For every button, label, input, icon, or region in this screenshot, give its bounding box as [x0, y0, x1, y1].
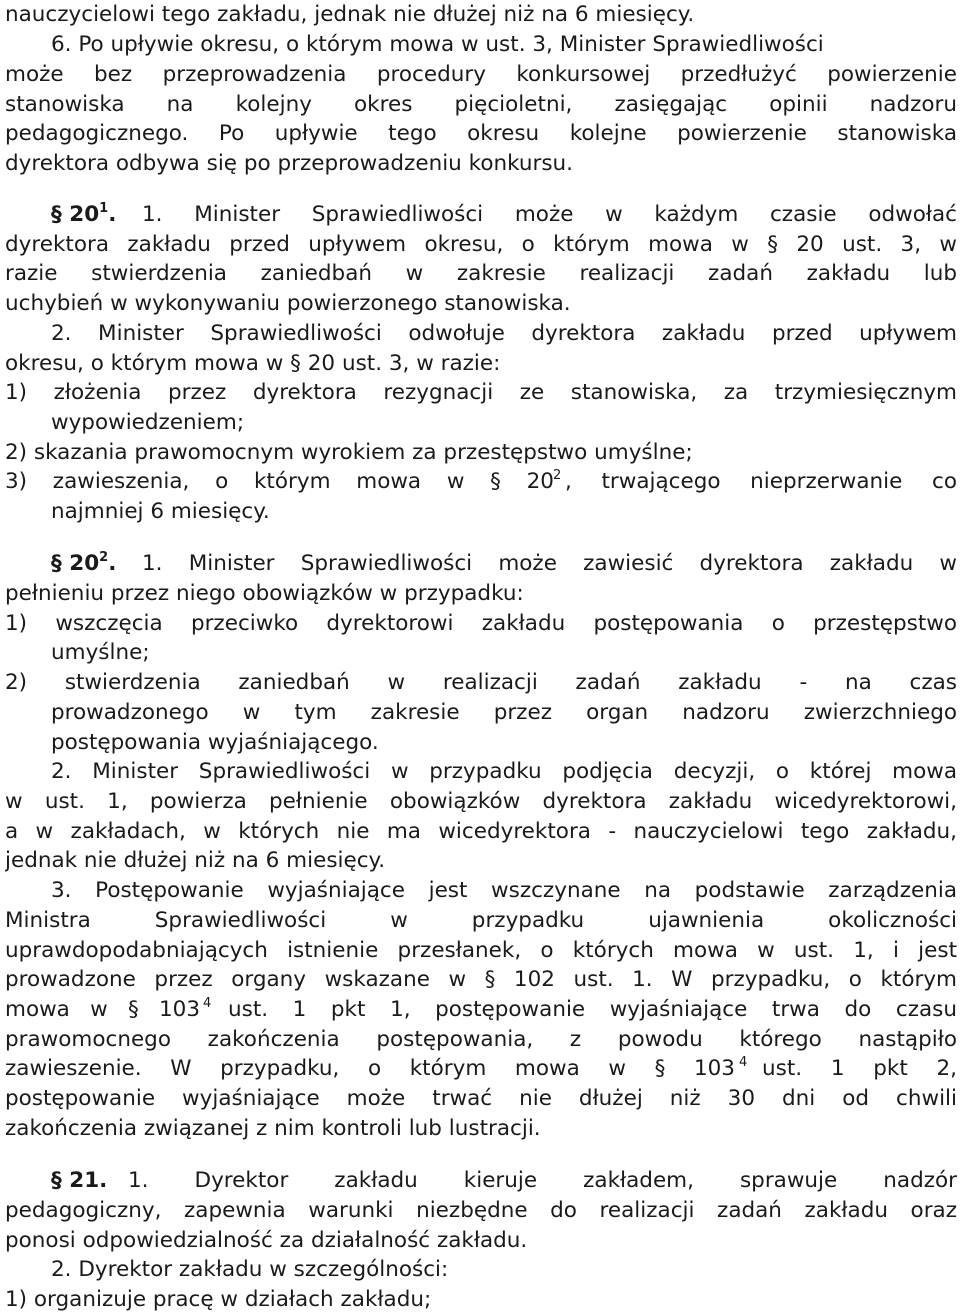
superscript: 4	[203, 996, 212, 1011]
superscript: 4	[739, 1055, 748, 1070]
text-line: 2. Minister Sprawiedliwości odwołuje dyrektora zakładu przed upływem	[51, 321, 957, 346]
text-line: ust. 1 pkt 2,	[762, 1056, 957, 1081]
text-line: wypowiedzeniem;	[51, 410, 245, 435]
text-line: 1. Minister Sprawiedliwości może zawiesić dyrektora zakładu w	[142, 551, 957, 576]
text-line: nauczycielowi tego zakładu, jednak nie dłużej niż na 6 miesięcy.	[5, 2, 695, 27]
list-item: 1) złożenia przez dyrektora rezygnacji ze stanowiska, za trzymiesięcznym	[5, 380, 957, 405]
text-line: prawomocnego zakończenia postępowania, z powodu którego nastąpiło	[5, 1027, 957, 1052]
section-dot: .	[108, 551, 117, 576]
text-line: a w zakładach, w których nie ma wicedyrektora - nauczycielowi tego zakładu,	[5, 819, 957, 844]
text-line: najmniej 6 miesięcy.	[51, 499, 270, 524]
section-number: § 21.	[51, 1168, 108, 1193]
text-line: 3. Postępowanie wyjaśniające jest wszczynane na podstawie zarządzenia	[51, 878, 957, 903]
text-line: 1. Minister Sprawiedliwości może w każdym czasie odwołać	[142, 202, 957, 227]
text-line: razie stwierdzenia zaniedbań w zakresie realizacji zadań zakładu lub	[5, 261, 957, 286]
text-line: Ministra Sprawiedliwości w przypadku ujawnienia okoliczności	[5, 908, 957, 933]
text-line: 2. Minister Sprawiedliwości w przypadku podjęcia decyzji, o której mowa	[51, 759, 957, 784]
list-item: 1) organizuje pracę w działach zakładu;	[5, 1287, 432, 1312]
list-item: 2) stwierdzenia zaniedbań w realizacji zadań zakładu - na czas	[5, 670, 957, 695]
text-line: prowadzone przez organy wskazane w § 102 ust. 1. W przypadku, o którym	[5, 967, 957, 992]
text-line: pełnieniu przez niego obowiązków w przypadku:	[5, 581, 524, 606]
text-line: umyślne;	[51, 640, 150, 665]
text-line: jednak nie dłużej niż na 6 miesięcy.	[5, 848, 386, 873]
section-dot: .	[108, 202, 117, 227]
text-line: postępowania wyjaśniającego.	[51, 730, 379, 755]
text-line: okresu, o którym mowa w § 20 ust. 3, w razie:	[5, 351, 501, 376]
text-line: pedagogiczny, zapewnia warunki niezbędne do realizacji zadań zakładu oraz	[5, 1198, 957, 1223]
text-line: ponosi odpowiedzialność za działalność zakładu.	[5, 1228, 528, 1253]
text-line: 6. Po upływie okresu, o którym mowa w ust. 3, Minister Sprawiedliwości	[51, 32, 824, 57]
text-line: zawieszenie. W przypadku, o którym mowa w § 103	[5, 1056, 735, 1081]
text-line: może bez przeprowadzenia procedury konkursowej przedłużyć powierzenie	[5, 62, 957, 87]
text-line: 1. Dyrektor zakładu kieruje zakładem, sprawuje nadzór	[128, 1168, 957, 1193]
text-line: stanowiska na kolejny okres pięcioletni, zasięgając opinii nadzoru	[5, 92, 957, 117]
superscript: 2	[99, 550, 109, 565]
text-superscript	[203, 995, 223, 1025]
list-item: 1) wszczęcia przeciwko dyrektorowi zakładu postępowania o przestępstwo	[5, 611, 957, 636]
text-line: pedagogicznego. Po upływie tego okresu kolejne powierzenie stanowiska	[5, 121, 957, 146]
text-superscript	[739, 1054, 759, 1084]
superscript: 2	[553, 468, 562, 483]
text-line: ust. 1 pkt 1, postępowanie wyjaśniające trwa do czasu	[228, 997, 957, 1022]
text-line: 2. Dyrektor zakładu w szczególności:	[51, 1257, 449, 1282]
text-line: zakończenia związanej z nim kontroli lub lustracji.	[5, 1116, 541, 1141]
section-number: § 20	[51, 202, 100, 227]
text-line: dyrektora odbywa się po przeprowadzeniu konkursu.	[5, 151, 574, 176]
section-number: § 20	[51, 551, 100, 576]
list-item: 3) zawieszenia, o którym mowa w § 20	[5, 469, 554, 494]
text-line: dyrektora zakładu przed upływem okresu, o którym mowa w § 20 ust. 3, w	[5, 232, 957, 257]
text-line: postępowanie wyjaśniające może trwać nie dłużej niż 30 dni od chwili	[5, 1086, 957, 1111]
list-item: 2) skazania prawomocnym wyrokiem za przestępstwo umyślne;	[5, 440, 693, 465]
text-line: w ust. 1, powierza pełnienie obowiązków dyrektora zakładu wicedyrektorowi,	[5, 789, 957, 814]
text-line: mowa w § 103	[5, 997, 200, 1022]
superscript: 1	[99, 201, 109, 216]
text-line: uprawdopodabniających istnienie przesłanek, o których mowa w ust. 1, i jest	[5, 938, 957, 963]
text-line: , trwającego nieprzerwanie co	[565, 469, 957, 494]
text-line: prowadzonego w tym zakresie przez organ nadzoru zwierzchniego	[51, 700, 957, 725]
text-line: uchybień w wykonywaniu powierzonego stanowiska.	[5, 291, 571, 316]
